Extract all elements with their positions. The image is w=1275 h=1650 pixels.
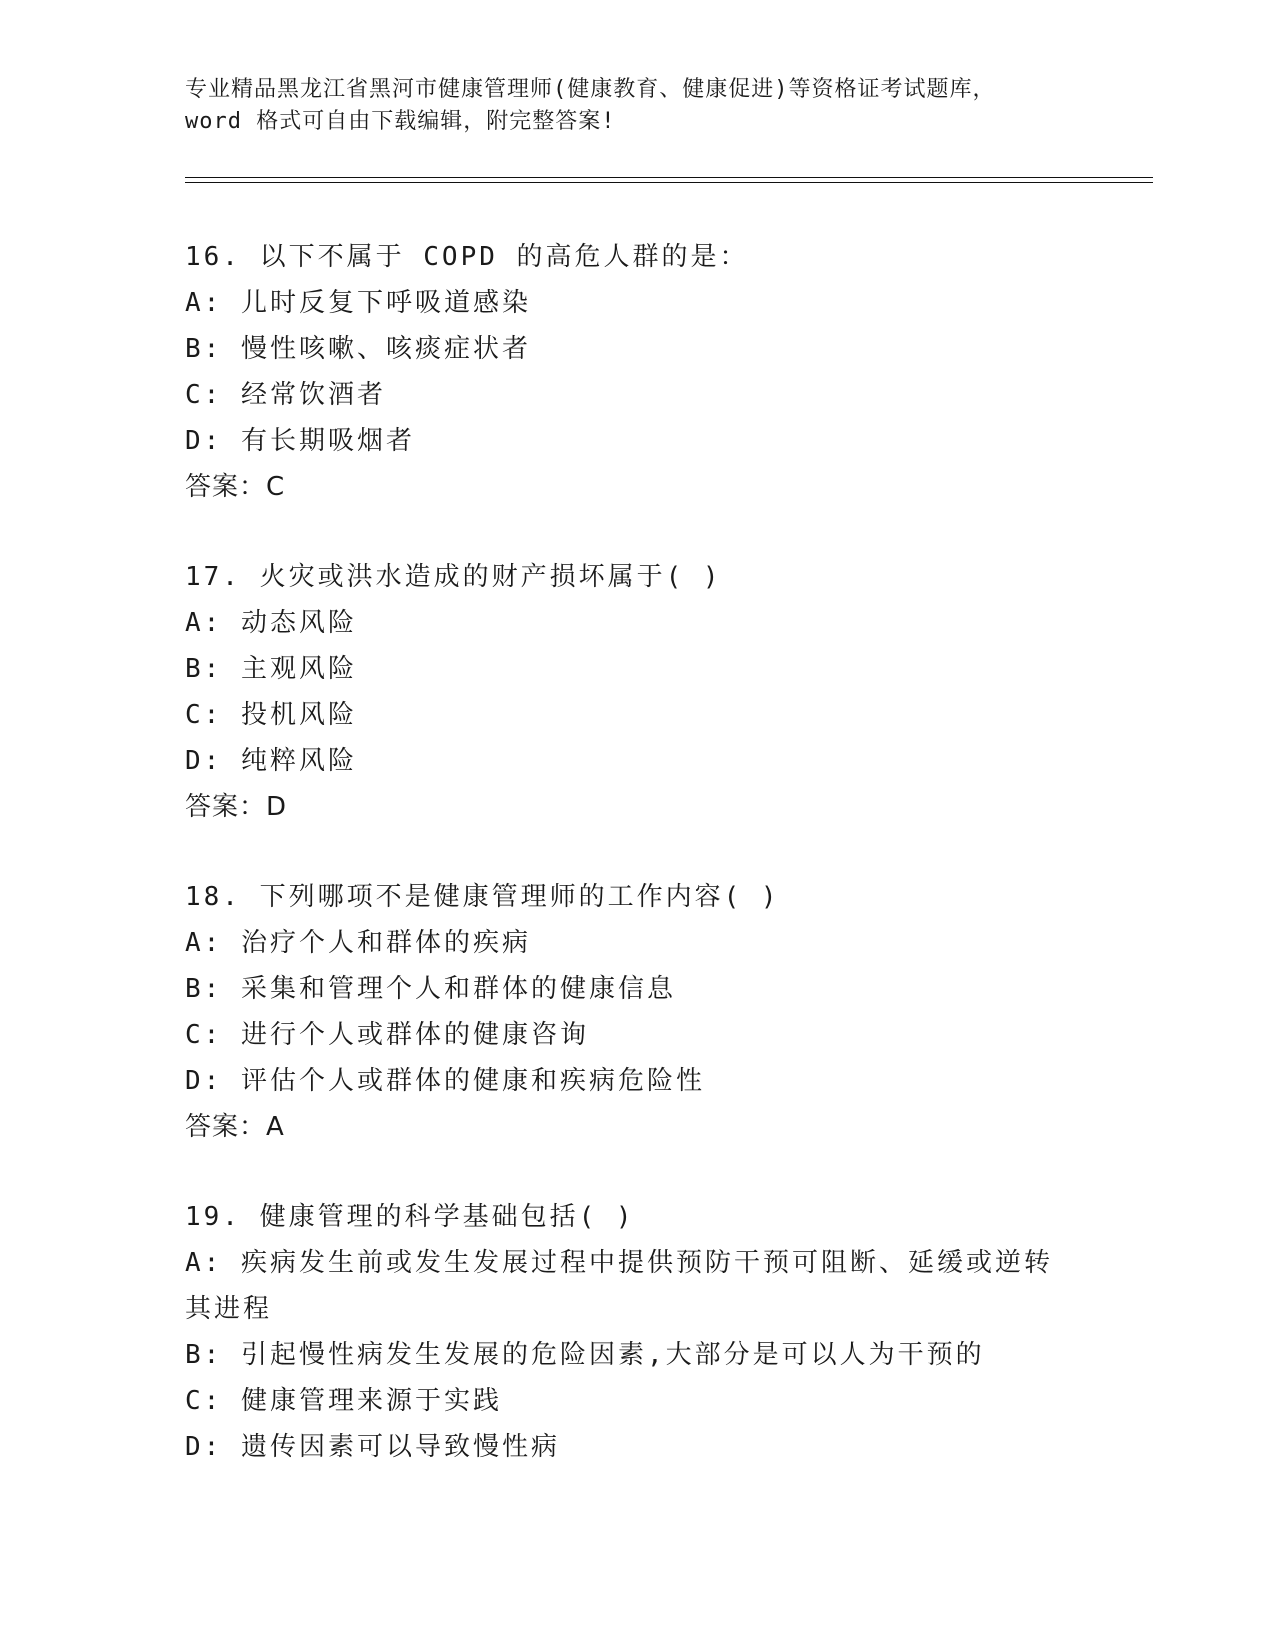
- answer: 答案：A: [185, 1112, 285, 1142]
- option-c: C: 进行个人或群体的健康咨询: [185, 1020, 589, 1050]
- option-c: C: 健康管理来源于实践: [185, 1386, 502, 1416]
- answer: 答案：D: [185, 792, 288, 822]
- header-line-2: word 格式可自由下载编辑，附完整答案!: [185, 109, 616, 134]
- option-d: D: 有长期吸烟者: [185, 426, 415, 456]
- option-a: A: 疾病发生前或发生发展过程中提供预防干预可阻断、延缓或逆转其进程: [185, 1248, 1053, 1324]
- header-line-1: 专业精品黑龙江省黑河市健康管理师(健康教育、健康促进)等资格证考试题库，: [185, 77, 996, 102]
- option-a: A: 儿时反复下呼吸道感染: [185, 288, 531, 318]
- question-stem: 17. 火灾或洪水造成的财产损坏属于( ): [185, 562, 722, 592]
- option-b: B: 慢性咳嗽、咳痰症状者: [185, 334, 531, 364]
- option-a: A: 动态风险: [185, 608, 357, 638]
- option-d: D: 遗传因素可以导致慢性病: [185, 1432, 560, 1462]
- answer: 答案：C: [185, 472, 286, 502]
- option-c: C: 投机风险: [185, 700, 357, 730]
- option-a: A: 治疗个人和群体的疾病: [185, 928, 531, 958]
- question-stem: 16. 以下不属于 COPD 的高危人群的是：: [185, 242, 749, 272]
- question-18: [185, 874, 1085, 1150]
- question-stem: 19. 健康管理的科学基础包括( ): [185, 1202, 635, 1232]
- question-16: [185, 234, 1085, 510]
- question-17: [185, 554, 1085, 830]
- option-b: B: 主观风险: [185, 654, 357, 684]
- option-b: B: 采集和管理个人和群体的健康信息: [185, 974, 676, 1004]
- header-divider-bottom: [185, 182, 1153, 183]
- question-stem: 18. 下列哪项不是健康管理师的工作内容( ): [185, 882, 780, 912]
- header-divider-top: [185, 177, 1153, 178]
- option-c: C: 经常饮酒者: [185, 380, 386, 410]
- option-b: B: 引起慢性病发生发展的危险因素,大部分是可以人为干预的: [185, 1340, 985, 1370]
- question-19: [185, 1194, 1085, 1470]
- option-d: D: 评估个人或群体的健康和疾病危险性: [185, 1066, 705, 1096]
- option-d: D: 纯粹风险: [185, 746, 357, 776]
- document-header: [185, 74, 1145, 138]
